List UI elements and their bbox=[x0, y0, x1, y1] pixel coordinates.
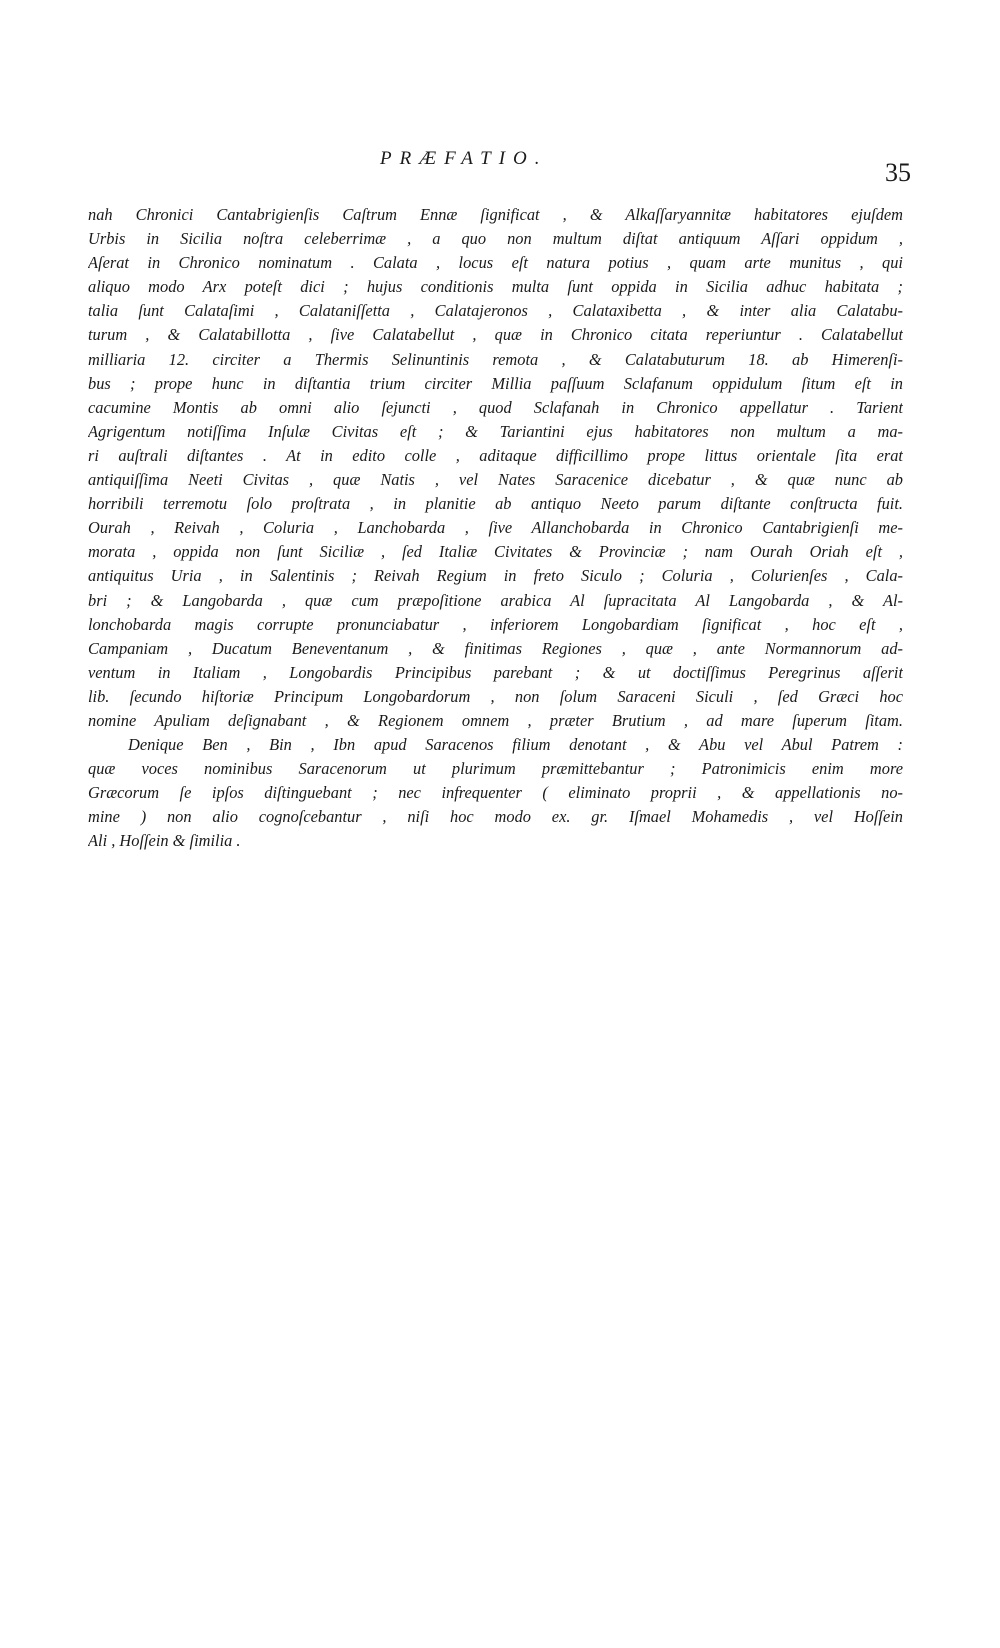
text-line: nomine Apuliam deſignabant , & Regionem omnem , præter Brutium , ad mare ſuperum ſitam. bbox=[88, 710, 903, 730]
text-line: turum , & Calatabillotta , ſive Calatabellut , quæ in Chronico citata reperiuntur . Calatabellut bbox=[88, 325, 903, 345]
text-line: morata , oppida non ſunt Siciliæ , ſed Italiæ Civitates & Provinciæ ; nam Ourah Oriah eſt , bbox=[88, 542, 903, 562]
text-line: talia ſunt Calataſimi , Calataniſſetta , Calatajeronos , Calataxibetta , & inter alia Calatabu- bbox=[88, 301, 903, 321]
running-title: PRÆFATIO. bbox=[380, 148, 548, 169]
text-line: lib. ſecundo hiſtoriæ Principum Longobardorum , non ſolum Saraceni Siculi , ſed Græci hoc bbox=[88, 686, 903, 706]
text-line: Agrigentum notiſſima Inſulæ Civitas eſt ; & Tariantini ejus habitatores non multum a ma- bbox=[88, 421, 903, 441]
text-line: bus ; prope hunc in diſtantia trium circiter Millia paſſuum Sclafanum oppidulum ſitum eſt in bbox=[88, 373, 903, 393]
text-line: milliaria 12. circiter a Thermis Selinuntinis remota , & Calatabuturum 18. ab Himerenſi- bbox=[88, 349, 903, 369]
text-line: horribili terremotu ſolo proſtrata , in planitie ab antiquo Neeto parum diſtante conſtructa fuit. bbox=[88, 494, 903, 514]
text-line: nah Chronici Cantabrigienſis Caſtrum Ennæ ſignificat , & Alkaſſaryannitæ habitatores ejuſdem bbox=[88, 205, 903, 224]
text-line: antiquitus Uria , in Salentinis ; Reivah Regium in freto Siculo ; Coluria , Colurienſes , Cala- bbox=[88, 566, 903, 586]
text-line: Ali , Hoſſein & ſimilia . bbox=[88, 831, 241, 851]
text-line: bri ; & Langobarda , quæ cum præpoſitione arabica Al ſupracitata Al Langobarda , & Al- bbox=[88, 590, 903, 610]
text-line: Græcorum ſe ipſos diſtinguebant ; nec infrequenter ( eliminato proprii , & appellationis no- bbox=[88, 783, 903, 803]
text-line: Ourah , Reivah , Coluria , Lanchobarda , ſive Allanchobarda in Chronico Cantabrigienſi me- bbox=[88, 518, 903, 538]
text-line: aliquo modo Arx poteſt dici ; hujus conditionis multa ſunt oppida in Sicilia adhuc habitata ; bbox=[88, 277, 903, 297]
text-line: mine ) non alio cognoſcebantur , niſi hoc modo ex. gr. Iſmael Mohamedis , vel Hoſſein bbox=[88, 807, 903, 827]
text-line: Campaniam , Ducatum Beneventanum , & finitimas Regiones , quæ , ante Normannorum ad- bbox=[88, 638, 903, 658]
paragraph-start-line: Denique Ben , Bin , Ibn apud Saracenos filium denotant , & Abu vel Abul Patrem : bbox=[128, 735, 903, 755]
text-line: Urbis in Sicilia noſtra celeberrimæ , a quo non multum diſtat antiquum Aſſari oppidum , bbox=[88, 229, 903, 249]
text-line: Aſerat in Chronico nominatum . Calata , locus eſt natura potius , quam arte munitus , qui bbox=[88, 253, 903, 273]
text-line: cacumine Montis ab omni alio ſejuncti , quod Sclafanah in Chronico appellatur . Tarient bbox=[88, 397, 903, 417]
page-number: 35 bbox=[885, 158, 911, 187]
text-line: lonchobarda magis corrupte pronunciabatur , inferiorem Longobardiam ſignificat , hoc eſt , bbox=[88, 614, 903, 634]
text-line: antiquiſſima Neeti Civitas , quæ Natis , vel Nates Saracenice dicebatur , & quæ nunc ab bbox=[88, 470, 903, 490]
text-line: ri auſtrali diſtantes . At in edito colle , aditaque difficillimo prope littus orientale ſita erat bbox=[88, 445, 903, 465]
body-text bbox=[88, 203, 903, 854]
text-line: ventum in Italiam , Longobardis Principibus parebant ; & ut doctiſſimus Peregrinus aſſerit bbox=[88, 662, 903, 682]
text-line: quæ voces nominibus Saracenorum ut plurimum præmittebantur ; Patronimicis enim more bbox=[88, 759, 903, 779]
